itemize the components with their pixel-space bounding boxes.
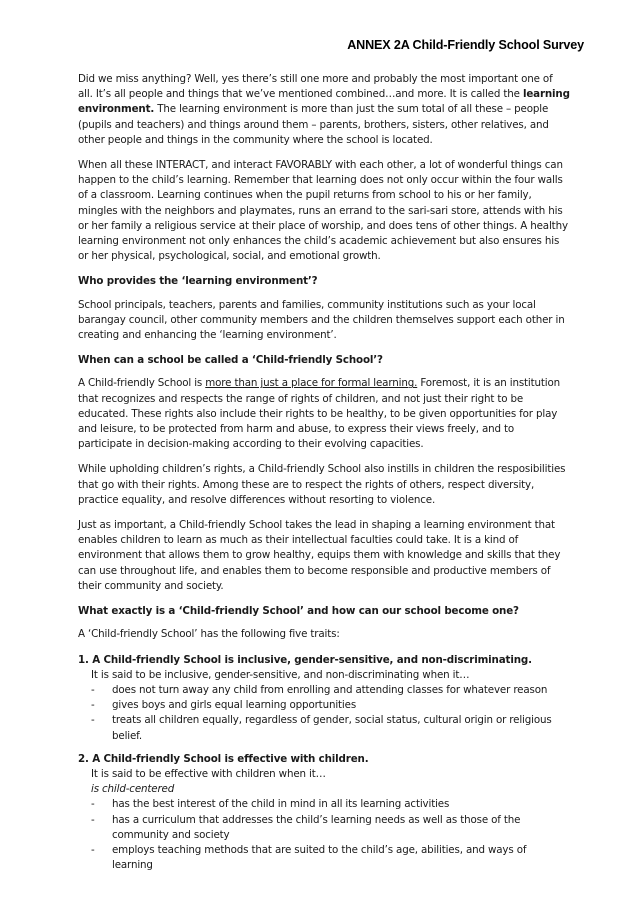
trait-2-list: [78, 797, 570, 873]
intro-paragraph-1: [78, 72, 570, 148]
section-heading-who-provides: Who provides the ‘learning environment’?: [78, 275, 318, 288]
annex-header: ANNEX 2A Child-Friendly School Survey: [347, 38, 584, 52]
dash-marker: -: [91, 798, 95, 811]
dash-marker: -: [91, 813, 95, 826]
child-friendly-paragraph-1: [78, 376, 570, 452]
trait-2-intro: It is said to be effective with children when it…: [91, 767, 326, 780]
section-who-provides-paragraph: School principals, teachers, parents and families, community institutions such as your local barangay council, other community members and the children themselves support each other in creating and enhancing the ‘learning environment’.: [78, 298, 565, 342]
trait-2: [78, 752, 570, 874]
child-friendly-paragraph-2: While upholding children’s rights, a Child-friendly School also instills in children the resposibilities that go with their rights. Among these are to respect the rights of others, respect diversity, practice equality, and resolve differences without resorting to violence.: [78, 463, 566, 506]
dash-marker: -: [91, 843, 95, 856]
list-item: [78, 713, 570, 743]
traits-intro: A ‘Child-friendly School’ has the following five traits:: [78, 628, 340, 641]
section-heading-when-child-friendly: When can a school be called a ‘Child-friendly School’?: [78, 354, 383, 367]
list-item: [78, 843, 570, 873]
list-item-text: gives boys and girls equal learning opportunities: [112, 699, 357, 712]
trait-1: [78, 653, 570, 744]
document-body: [78, 72, 570, 881]
intro-text: Did we miss anything? Well, yes there’s still one more and probably the most important one of all. It’s all people and things that we’ve mentioned combined…and more. It is called the: [78, 73, 553, 101]
trait-1-list: [78, 683, 570, 744]
section-heading-what-exactly: What exactly is a ‘Child-friendly School’ and how can our school become one?: [78, 605, 519, 618]
list-item-text: employs teaching methods that are suited to the child’s age, abilities, and ways of learning: [112, 843, 527, 872]
list-item: [78, 698, 570, 713]
trait-2-title: 2. A Child-friendly School is effective with children.: [78, 752, 369, 765]
dash-marker: -: [91, 714, 95, 727]
child-friendly-paragraph-3: Just as important, a Child-friendly School takes the lead in shaping a learning environment that enables children to learn as much as their intellectual faculties could take. It is a kind of environment that allows them to grow healthy, equips them with knowledge and skills that they can use throughout life, and enables them to become responsible and productive members of their community and society.: [78, 519, 561, 592]
dash-marker: -: [91, 699, 95, 712]
learning-environment-term: learning environment.: [78, 88, 570, 116]
list-item-text: treats all children equally, regardless of gender, social status, cultural origin or religious belief.: [112, 714, 552, 742]
trait-2-subheading: is child-centered: [91, 783, 175, 796]
underlined-phrase: more than just a place for formal learning.: [205, 377, 418, 390]
list-item-text: has a curriculum that addresses the child’s learning needs as well as those of the community and society: [112, 813, 521, 841]
list-item: [78, 797, 570, 812]
intro-text-continued: The learning environment is more than just the sum total of all these – people (pupils and teachers) and things around them – parents, brothers, sisters, other relatives, and other people and things in the community where the school is located.: [78, 103, 549, 146]
list-item-text: has the best interest of the child in mind in all its learning activities: [112, 798, 450, 811]
paragraph-text-continued: Foremost, it is an institution that recognizes and respects the range of rights of children, and not just their right to be educated. These rights also include their rights to be healthy, to be given opportunities for play and leisure, to be protected from harm and abuse, to express their views freely, and to participate in decision-making according to their evolving capacities.: [78, 377, 561, 451]
trait-1-title: 1. A Child-friendly School is inclusive, gender-sensitive, and non-discriminating.: [78, 653, 532, 666]
paragraph-text: A Child-friendly School is: [78, 377, 206, 390]
list-item-text: does not turn away any child from enrolling and attending classes for whatever reason: [112, 683, 548, 696]
trait-1-intro: It is said to be inclusive, gender-sensitive, and non-discriminating when it…: [91, 668, 470, 681]
list-item: [78, 683, 570, 698]
list-item: [78, 813, 570, 843]
dash-marker: -: [91, 683, 95, 696]
intro-paragraph-2: When all these INTERACT, and interact FAVORABLY with each other, a lot of wonderful things can happen to the child’s learning. Remember that learning does not only occur within the four walls of a classroom. Learning continues when the pupil returns from school to his or her family, mingles with the neighbors and playmates, runs an errand to the sari-sari store, attends with his or her family a religious service at their place of worship, and does tens of other things. A healthy learning environment not only enhances the child’s academic achievement but also ensures his or her physical, psychological, social, and emotional growth.: [78, 159, 568, 263]
